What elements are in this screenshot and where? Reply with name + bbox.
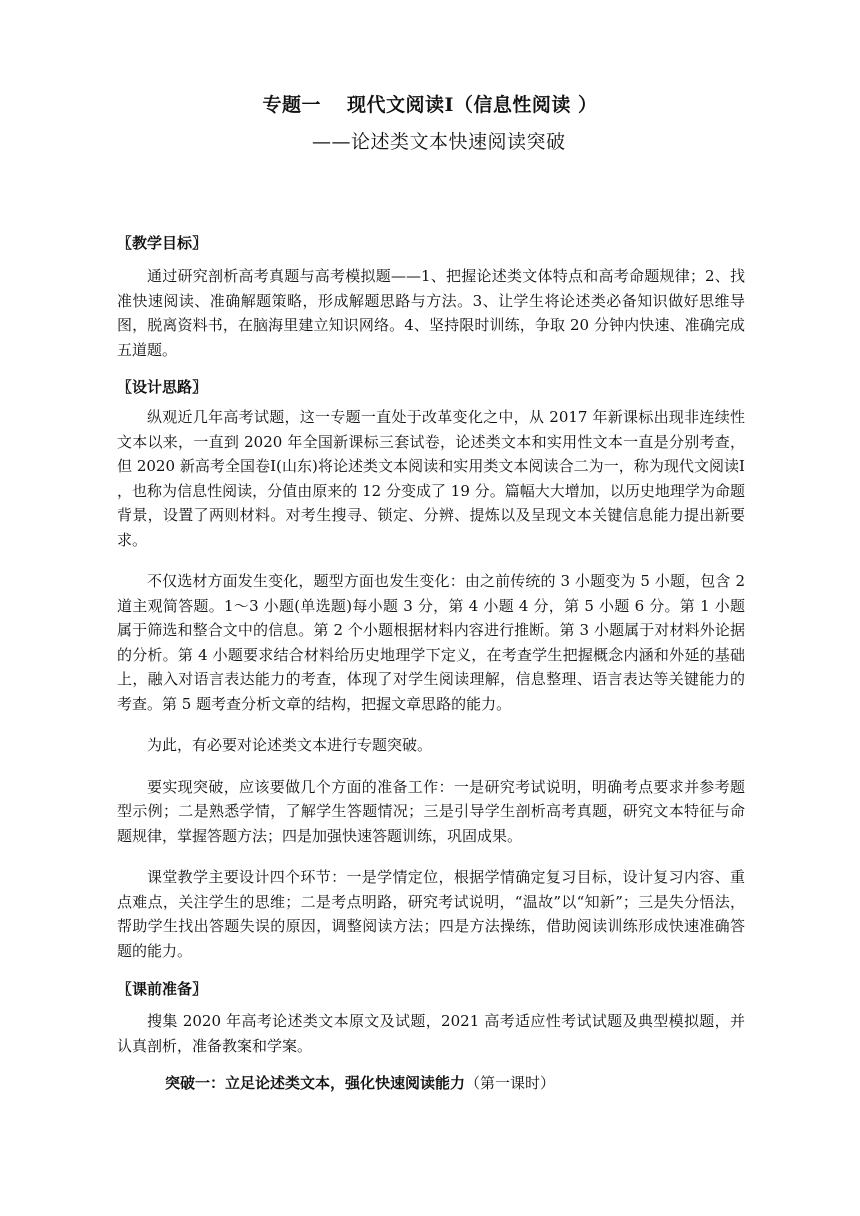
document-title <box>0 90 860 117</box>
section-heading-design: 〖设计思路〗 <box>117 378 208 396</box>
design-paragraph-1: 纵观近几年高考试题，这一专题一直处于改革变化之中，从 2017 年新课标出现非连续性文本以来，一直到 2020 年全国新课标三套试卷，论述类文本和实用性文本一直是分别考查，但 2020 新高考全国卷Ⅰ(山东)将论述类文本阅读和实用类文本阅读合二为一，称为现代文阅读Ⅰ ，也称为信息性阅读，分值由原来的 12 分变成了 19 分。篇幅大大增加，以历史地理学为命题背景，设置了两则材料。对考生搜寻、锁定、分辨、提炼以及呈现文本关键信息能力提出新要求。 <box>117 408 745 549</box>
design-paragraph-3: 为此，有必要对论述类文本进行专题突破。 <box>147 736 433 754</box>
design-paragraph-5: 课堂教学主要设计四个环节：一是学情定位，根据学情确定复习目标，设计复习内容、重点难点，关注学生的思维；二是考点明路，研究考试说明，“温故”以“知新”；三是失分悟法，帮助学生找出答题失误的原因，调整阅读方法；四是方法操练，借助阅读训练形成快速准确答题的能力。 <box>117 868 745 960</box>
breakthrough-title: 突破一：立足论述类文本，强化快速阅读能力 <box>165 1074 466 1092</box>
design-paragraph-2: 不仅选材方面发生变化，题型方面也发生变化：由之前传统的 3 小题变为 5 小题，包含 2 道主观简答题。1～3 小题(单选题)每小题 3 分，第 4 小题 4 分，第 5 小题 6 分。第 1 小题属于筛选和整合文中的信息。第 2 个小题根据材料内容进行推断。第 3 小题属于对材料外论据的分析。第 4 小题要求结合材料给历史地理学下定义，在考查学生把握概念内涵和外延的基础上，融入对语言表达能力的考查，体现了对学生阅读理解，信息整理、语言表达等关键能力的考查。第 5 题考查分析文章的结构，把握文章思路的能力。 <box>117 572 745 713</box>
section-heading-prep: 〖课前准备〗 <box>117 980 208 998</box>
objective-paragraph: 通过研究剖析高考真题与高考模拟题——1、把握论述类文体特点和高考命题规律；2、找准快速阅读、准确解题策略，形成解题思路与方法。3、让学生将论述类必备知识做好思维导图，脱离资料书，在脑海里建立知识网络。4、坚持限时训练，争取 20 分钟内快速、准确完成五道题。 <box>117 267 745 359</box>
title-topic-number: 专题一 <box>262 94 321 116</box>
document-subtitle: ——论述类文本快速阅读突破 <box>312 131 566 153</box>
document-body <box>117 232 745 1058</box>
section-heading-objective: 〖教学目标〗 <box>117 234 208 252</box>
design-paragraph-4: 要实现突破，应该要做几个方面的准备工作：一是研究考试说明，明确考点要求并参考题型示例；二是熟悉学情，了解学生答题情况；三是引导学生剖析高考真题，研究文本特征与命题规律，掌握答题方法；四是加强快速答题训练，巩固成果。 <box>117 777 745 845</box>
title-topic-name: 现代文阅读Ⅰ（信息性阅读 ） <box>347 94 598 116</box>
breakthrough-session: （第一课时） <box>465 1074 556 1092</box>
prep-paragraph: 搜集 2020 年高考论述类文本原文及试题，2021 高考适应性考试试题及典型模拟题，并认真剖析，准备教案和学案。 <box>117 1012 745 1055</box>
breakthrough-heading <box>165 1072 555 1094</box>
